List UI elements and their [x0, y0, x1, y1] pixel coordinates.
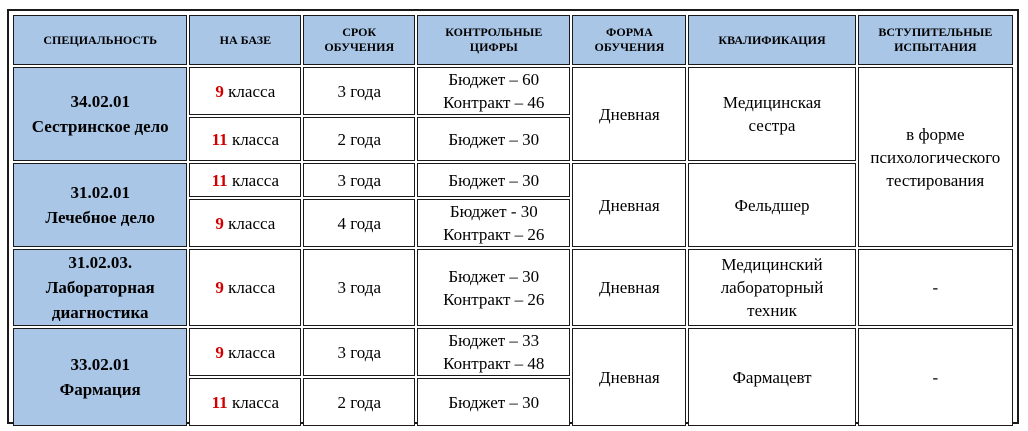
qualification-line: Медицинский	[721, 255, 823, 274]
figure-contract: Контракт – 26	[443, 289, 545, 309]
base-word: класса	[231, 392, 280, 412]
base-cell	[189, 67, 301, 115]
base-cell	[189, 249, 301, 326]
figure-contract: Контракт – 48	[443, 354, 545, 373]
figure-budget: Бюджет – 30	[448, 392, 540, 412]
specialty-cell	[13, 67, 187, 161]
term-cell: 3 года	[303, 67, 415, 115]
specialty-name: Сестринское дело	[31, 117, 169, 136]
figure-budget: Бюджет - 30	[449, 202, 538, 221]
specialty-name: Фармация	[59, 380, 141, 399]
base-word: класса	[228, 213, 276, 233]
qualification-cell	[688, 67, 855, 161]
base-cell	[189, 378, 301, 426]
table-row	[13, 67, 1013, 115]
term-cell: 2 года	[303, 378, 415, 426]
qualification-line: техник	[747, 301, 797, 320]
qualification-cell	[688, 163, 855, 247]
figure-budget: Бюджет – 30	[448, 266, 540, 286]
figures-cell	[417, 163, 570, 197]
entrance-exam-cell	[858, 67, 1013, 247]
table-row	[13, 328, 1013, 376]
base-number: 9	[215, 278, 224, 297]
term-cell: 4 года	[303, 199, 415, 247]
base-number: 9	[215, 342, 224, 362]
header-specialty: СПЕЦИАЛЬНОСТЬ	[13, 15, 187, 65]
figure-contract: Контракт – 46	[443, 93, 545, 112]
base-number: 11	[211, 129, 228, 149]
qualification-line: лабораторный	[720, 278, 824, 297]
specialty-cell	[13, 328, 187, 426]
entrance-exam-cell: -	[858, 249, 1013, 326]
header-study-form: ФОРМА ОБУЧЕНИЯ	[572, 15, 686, 65]
figures-cell	[417, 328, 570, 376]
exam-line: тестирования	[886, 170, 985, 190]
base-number: 9	[215, 81, 224, 101]
base-cell	[189, 163, 301, 197]
base-number: 11	[211, 170, 228, 190]
study-form-cell: Дневная	[572, 249, 686, 326]
term-cell: 2 года	[303, 117, 415, 161]
term-cell: 3 года	[303, 328, 415, 376]
qualification-line: Медицинская	[722, 93, 822, 112]
qualification-cell	[688, 328, 855, 426]
exam-line: в форме	[906, 124, 965, 144]
header-qualification: КВАЛИФИКАЦИЯ	[688, 15, 855, 65]
qualification-line: Фельдшер	[734, 195, 810, 215]
base-word: класса	[231, 129, 280, 149]
qualification-line: сестра	[748, 116, 796, 135]
figures-cell	[417, 199, 570, 247]
figure-budget: Бюджет – 60	[448, 70, 540, 89]
specialty-cell	[13, 249, 187, 326]
specialty-code: 34.02.01	[70, 92, 130, 111]
study-form-cell: Дневная	[572, 163, 686, 247]
admissions-table-frame	[7, 9, 1019, 424]
specialty-code: 31.02.03.	[68, 253, 133, 272]
specialty-cell	[13, 163, 187, 247]
study-form-cell: Дневная	[572, 328, 686, 426]
header-base: НА БАЗЕ	[189, 15, 301, 65]
entrance-exam-cell: -	[858, 328, 1013, 426]
base-cell	[189, 117, 301, 161]
term-cell: 3 года	[303, 163, 415, 197]
header-term: СРОК ОБУЧЕНИЯ	[303, 15, 415, 65]
base-word: класса	[231, 170, 280, 190]
exam-line: психологического	[870, 147, 1001, 167]
specialty-name: Лечебное дело	[45, 208, 155, 227]
term-cell: 3 года	[303, 249, 415, 326]
header-control-figures: КОНТРОЛЬНЫЕ ЦИФРЫ	[417, 15, 570, 65]
figure-budget: Бюджет – 30	[448, 170, 540, 190]
base-number: 9	[215, 213, 224, 233]
specialty-code: 31.02.01	[70, 183, 130, 202]
qualification-line: Фармацевт	[732, 367, 812, 387]
figure-contract: Контракт – 26	[443, 225, 545, 244]
figures-cell	[417, 378, 570, 426]
base-word: класса	[228, 81, 276, 101]
figures-cell	[417, 117, 570, 161]
specialty-name: диагностика	[51, 303, 149, 322]
qualification-cell	[688, 249, 855, 326]
base-cell	[189, 328, 301, 376]
figures-cell	[417, 67, 570, 115]
admissions-table	[11, 13, 1015, 428]
base-number: 11	[211, 392, 228, 412]
base-word: класса	[228, 278, 276, 297]
figure-budget: Бюджет – 33	[448, 331, 540, 350]
header-row	[13, 15, 1013, 65]
specialty-code: 33.02.01	[70, 355, 130, 374]
specialty-name: Лабораторная	[45, 278, 155, 297]
figure-budget: Бюджет – 30	[448, 129, 540, 149]
base-cell	[189, 199, 301, 247]
table-row	[13, 249, 1013, 326]
study-form-cell: Дневная	[572, 67, 686, 161]
header-entrance-exams: ВСТУПИТЕЛЬНЫЕ ИСПЫТАНИЯ	[858, 15, 1013, 65]
figures-cell	[417, 249, 570, 326]
base-word: класса	[228, 342, 276, 362]
